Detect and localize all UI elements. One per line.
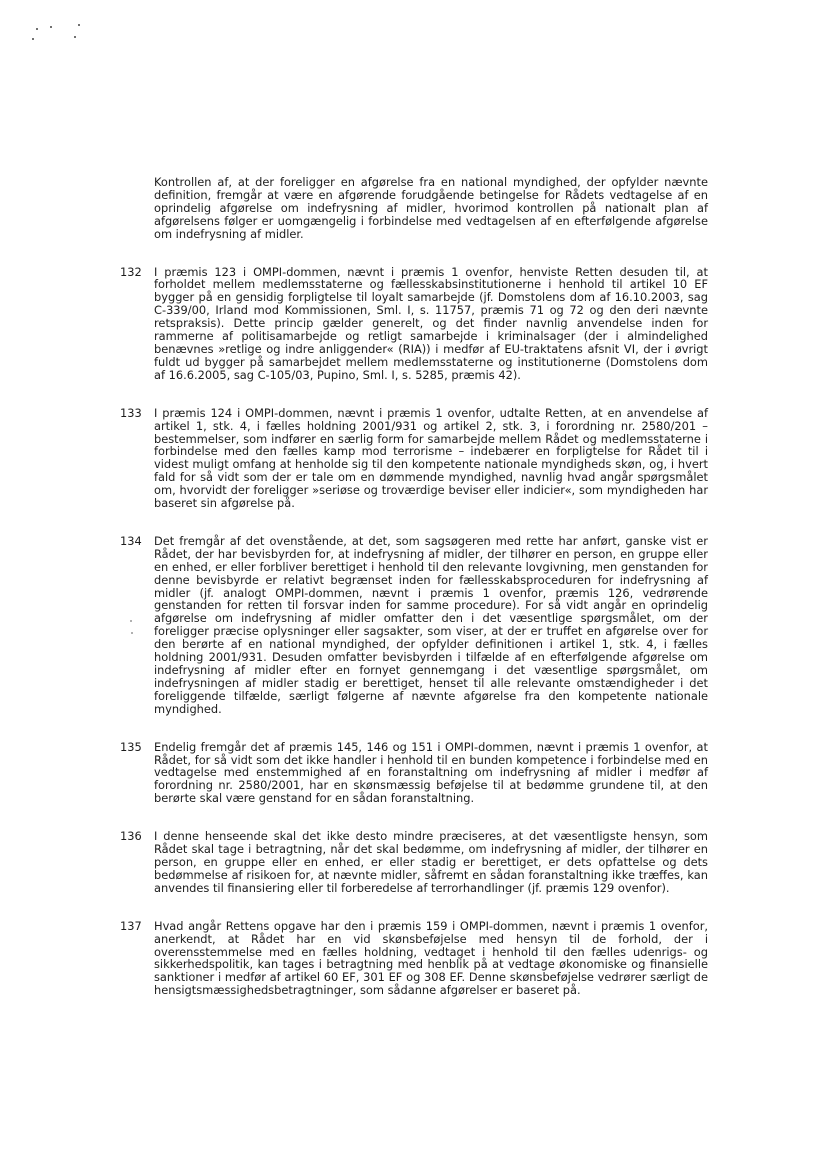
- document-body: [120, 175, 708, 1022]
- paragraph-133: [120, 405, 708, 511]
- paragraph-text: Endelig fremgår det af præmis 145, 146 og 151 i OMPI-dommen, nævnt i præmis 1 ovenfor, at Rådet, for så vidt som det ikke handler i henhold til en bunden kompetence i forbindelse med en vedtagelse med enstemmighed af en foranstaltning om indefrysning af midler i medfør af forordning nr. 2580/2001, har en skønsmæssig beføjelse til at bedømme grundene til, at den berørte skal være genstand for en sådan foranstaltning.: [154, 739, 708, 806]
- scan-speck: [32, 38, 34, 40]
- scan-speck: [130, 620, 132, 622]
- paragraph-number: 133: [120, 405, 142, 420]
- scan-speck: [74, 36, 76, 38]
- scan-speck: [50, 26, 52, 28]
- paragraph-132: [120, 264, 708, 382]
- scan-speck: [131, 632, 133, 634]
- paragraph-137: [120, 918, 708, 998]
- paragraph-number: 134: [120, 533, 142, 548]
- paragraph-136: [120, 829, 708, 895]
- intro-paragraph: [154, 176, 708, 241]
- paragraph-text: Hvad angår Rettens opgave har den i præmis 159 i OMPI-dommen, nævnt i præmis 1 ovenfor, anerkendt, at Rådet har en vid skønsbeføjelse med hensyn til de forhold, der i overensstemmelse med en fælles holdning, vedtaget i henhold til den fælles udenrigs- og sikkerhedspolitik, kan tages i betragtning med henblik på at vedtage økonomiske og finansielle sanktioner i medfør af artikel 60 EF, 301 EF og 308 EF. Denne skønsbeføjelse vedrører særligt de hensigtsmæssighedsbetragtninger, som sådanne afgørelser er baseret på.: [154, 918, 708, 998]
- paragraph-134: [120, 533, 708, 716]
- paragraph-135: [120, 739, 708, 806]
- paragraph-text: Kontrollen af, at der foreligger en afgørelse fra en national myndighed, der opfylder nævnte definition, fremgår at være en afgørende forudgående betingelse for Rådets vedtagelse af en oprindelig afgørelse om indefrysning af midler, hvorimod kontrollen på nationalt plan af afgørelsens følger er uomgængelig i forbindelse med vedtagelsen af en efterfølgende afgørelse om indefrysning af midler.: [154, 175, 708, 241]
- paragraph-number: 132: [120, 264, 142, 279]
- scan-speck: [78, 24, 80, 26]
- paragraph-number: 136: [120, 829, 142, 844]
- scan-speck: [36, 28, 38, 30]
- scan-specks: [28, 22, 88, 46]
- margin-marks: [128, 618, 136, 642]
- paragraph-text: I denne henseende skal det ikke desto mindre præciseres, at det væsentligste hensyn, som Rådet skal tage i betragtning, når det skal bedømme, om indefrysning af midler, der tilhører en person, en gruppe eller en enhed, er eller stadig er berettiget, er dets opfattelse og dets bedømmelse af risikoen for, at nævnte midler, såfremt en sådan foranstaltning ikke træffes, kan anvendes til finansiering eller til forberedelse af terrorhandlinger (jf. præmis 129 ovenfor).: [154, 829, 708, 895]
- paragraph-text: Det fremgår af det ovenstående, at det, som sagsøgeren med rette har anført, ganske vist er Rådet, der har bevisbyrden for, at indefrysning af midler, der tilhører en person, en gruppe eller en enhed, er eller forbliver berettiget i henhold til den relevante lovgivning, men genstanden for denne bevisbyrde er relativt begrænset inden for fællesskabsproceduren for indefrysning af midler (jf. analogt OMPI-dommen, nævnt i præmis 1 ovenfor, præmis 126, vedrørende genstanden for retten til forsvar inden for samme procedure). For så vidt angår en oprindelig afgørelse om indefrysning af midler omfatter den i det væsentlige spørgsmålet, om der foreligger præcise oplysninger eller sagsakter, som viser, at der er truffet en afgørelse over for den berørte af en national myndighed, der opfylder definitionen i artikel 1, stk. 4, i fælles holdning 2001/931. Desuden omfatter bevisbyrden i tilfælde af en efterfølgende afgørelse om indefrysning af midler efter en fornyet gennemgang i det væsentlige spørgsmålet, om indefrysningen af midler stadig er berettiget, henset til alle relevante omstændigheder i det foreliggende tilfælde, særligt følgerne af nævnte afgørelse fra den kompetente nationale myndighed.: [154, 533, 708, 716]
- paragraph-text: I præmis 123 i OMPI-dommen, nævnt i præmis 1 ovenfor, henviste Retten desuden til, at forholdet mellem medlemsstaterne og fællesskabsinstitutionerne i henhold til artikel 10 EF bygger på en gensidig forpligtelse til loyalt samarbejde (jf. Domstolens dom af 16.10.2003, sag C-339/00, Irland mod Kommissionen, Sml. I, s. 11757, præmis 71 og 72 og den deri nævnte retspraksis). Dette princip gælder generelt, og det finder navnlig anvendelse inden for rammerne af politisamarbejde og retligt samarbejde i kriminalsager (der i almindelighed benævnes »retlige og indre anliggender« (RIA)) i medfør af EU-traktatens afsnit VI, der i øvrigt fuldt ud bygger på samarbejdet mellem medlemsstaterne og institutionerne (Domstolens dom af 16.6.2005, sag C-105/03, Pupino, Sml. I, s. 5285, præmis 42).: [154, 264, 708, 382]
- paragraph-number: 137: [120, 918, 142, 933]
- paragraph-number: 135: [120, 739, 142, 754]
- paragraph-text: I præmis 124 i OMPI-dommen, nævnt i præmis 1 ovenfor, udtalte Retten, at en anvendelse af artikel 1, stk. 4, i fælles holdning 2001/931 og artikel 2, stk. 3, i forordning nr. 2580/201 – bestemmelser, som indfører en særlig form for samarbejde mellem Rådet og medlemsstaterne i forbindelse med den fælles kamp mod terrorisme – indebærer en forpligtelse for Rådet til i videst muligt omfang at henholde sig til den kompetente nationale myndigheds skøn, og, i hvert fald for så vidt som der er tale om en dømmende myndighed, navnlig hvad angår spørgsmålet om, hvorvidt der foreligger »seriøse og troværdige beviser eller indicier«, som myndigheden har baseret sin afgørelse på.: [154, 405, 708, 511]
